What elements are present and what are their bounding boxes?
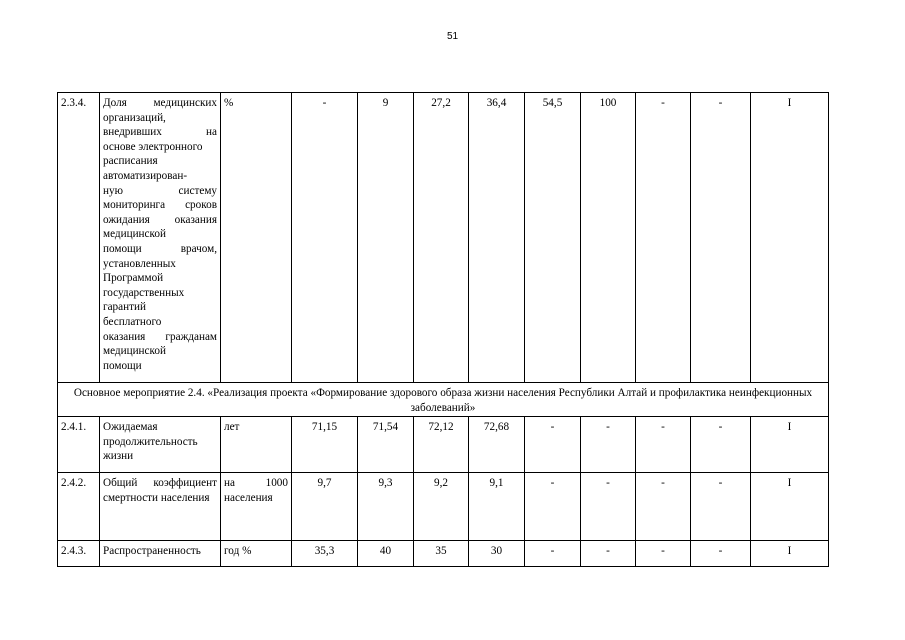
value-cell: 71,15: [292, 417, 358, 473]
indicator-name-line: бесплатного: [103, 315, 162, 328]
table-row: [58, 93, 829, 383]
value-cell: 72,12: [414, 417, 469, 473]
value-cell: 27,2: [414, 93, 469, 383]
unit-cell: лет: [221, 417, 292, 473]
value-cell: 9,7: [292, 473, 358, 541]
value-cell: 9,1: [469, 473, 525, 541]
indicator-name-line: оказания гражданам: [103, 330, 217, 343]
value-cell: 9: [358, 93, 414, 383]
table-row: [58, 417, 829, 473]
row-index: 2.4.3.: [58, 541, 100, 567]
indicator-name-line: автоматизирован-: [103, 169, 188, 182]
unit-cell: год %: [221, 541, 292, 567]
indicator-name-line: Программой: [103, 272, 164, 285]
indicator-name-line: расписания: [103, 155, 158, 168]
indicator-name-line: установленных: [103, 257, 176, 270]
stage-cell: I: [751, 417, 829, 473]
section-row: [58, 383, 829, 417]
indicator-name-line: помощи врачом,: [103, 242, 217, 255]
section-title: Основное мероприятие 2.4. «Реализация проекта «Формирование здорового образа жизни населения Республики Алтай и профилактика неинфекционных заболеваний»: [58, 383, 829, 417]
unit-cell: %: [221, 93, 292, 383]
indicator-name-line: мониторинга сроков: [103, 199, 217, 212]
stage-cell: I: [751, 93, 829, 383]
indicator-name: Распространенность: [100, 541, 221, 567]
table-row: [58, 541, 829, 567]
indicators-table: [57, 92, 829, 567]
value-cell: -: [691, 417, 751, 473]
value-cell: -: [636, 541, 691, 567]
value-cell: -: [581, 417, 636, 473]
row-index: 2.4.1.: [58, 417, 100, 473]
indicator-name-line: ную системy: [103, 184, 217, 197]
value-cell: 71,54: [358, 417, 414, 473]
value-cell: 36,4: [469, 93, 525, 383]
section-body: [58, 383, 829, 417]
value-cell: -: [525, 541, 581, 567]
indicator-name-line: внедривших на: [103, 126, 217, 139]
value-cell: 30: [469, 541, 525, 567]
indicator-name: [100, 93, 221, 383]
value-cell: -: [581, 473, 636, 541]
indicator-name: Ожидаемая продолжительность жизни: [100, 417, 221, 473]
indicator-name: Общий коэффициент смертности населения: [100, 473, 221, 541]
value-cell: 35: [414, 541, 469, 567]
indicator-name-line: государственных: [103, 286, 185, 299]
indicator-name-line: организаций,: [103, 111, 166, 124]
unit-cell: на 1000 населения: [221, 473, 292, 541]
row-index: 2.4.2.: [58, 473, 100, 541]
value-cell: 9,2: [414, 473, 469, 541]
value-cell: -: [525, 417, 581, 473]
page-number: 51: [446, 31, 459, 42]
value-cell: -: [636, 473, 691, 541]
value-cell: -: [636, 93, 691, 383]
value-cell: 100: [581, 93, 636, 383]
indicator-name-line: ожидания оказания: [103, 213, 217, 226]
table-body-bottom: [58, 417, 829, 567]
value-cell: -: [691, 93, 751, 383]
value-cell: -: [636, 417, 691, 473]
value-cell: 40: [358, 541, 414, 567]
value-cell: -: [691, 473, 751, 541]
value-cell: -: [292, 93, 358, 383]
indicator-name-line: медицинской: [103, 345, 166, 358]
indicator-name-line: гарантий: [103, 301, 146, 314]
value-cell: 54,5: [525, 93, 581, 383]
stage-cell: I: [751, 541, 829, 567]
value-cell: 9,3: [358, 473, 414, 541]
indicator-name-line: медицинской: [103, 228, 166, 241]
stage-cell: I: [751, 473, 829, 541]
value-cell: -: [691, 541, 751, 567]
value-cell: -: [581, 541, 636, 567]
value-cell: 35,3: [292, 541, 358, 567]
indicator-name-line: Доля медицинских: [103, 97, 217, 109]
value-cell: 72,68: [469, 417, 525, 473]
row-index: 2.3.4.: [58, 93, 100, 383]
indicator-name-line: основе электронного: [103, 140, 203, 153]
table-body-top: [58, 93, 829, 383]
value-cell: -: [525, 473, 581, 541]
indicator-name-line: помощи: [103, 359, 142, 372]
table-row: [58, 473, 829, 541]
